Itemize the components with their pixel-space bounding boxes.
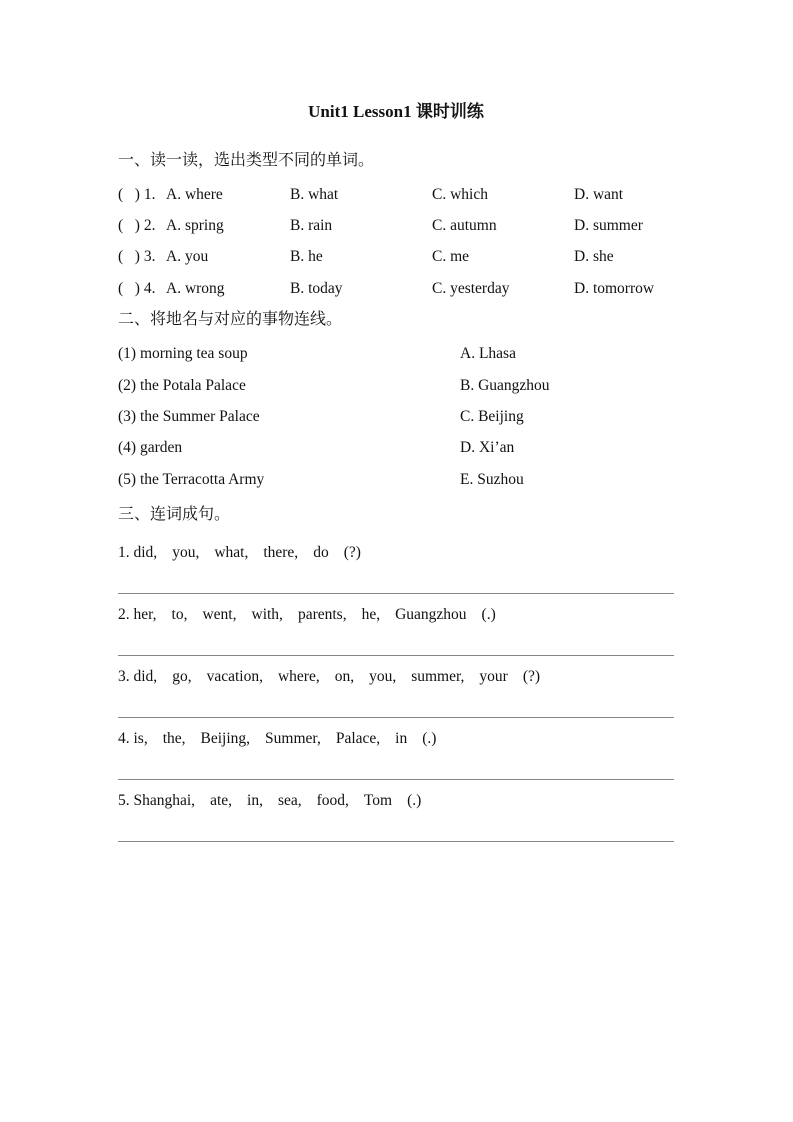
sentence-row-2 [118,604,674,626]
match-left: (3) the Summer Palace [118,408,260,426]
match-row-3 [118,401,674,432]
match-row-1 [118,339,674,370]
sentence-word: 4. is, [118,729,148,747]
matching-list [118,339,674,496]
sentence-word: summer, [411,667,465,685]
sentence-word: the, [162,729,186,747]
match-row-2 [118,370,674,401]
match-row-5 [118,464,674,495]
option-a: A. you [166,248,209,266]
answer-line-2 [118,655,674,656]
sentence-word: (.) [481,605,496,623]
sentence-word: where, [277,667,320,685]
option-a: A. where [166,185,223,203]
page-title: Unit1 Lesson1 课时训练 [308,102,484,121]
option-d: D. she [574,248,614,266]
sentence-word: went, [202,605,237,623]
option-b: B. what [290,185,339,203]
answer-line-1 [118,593,674,594]
sentence-word: vacation, [206,667,263,685]
sentence-word: you, [172,543,200,561]
sentence-word: parents, [297,605,347,623]
sentence-row-1 [118,542,674,564]
sentence-word: your [479,667,508,685]
match-row-4 [118,433,674,464]
match-right: A. Lhasa [460,345,516,363]
answer-blank: ( ) 4. [118,279,156,297]
sentence-word: Beijing, [200,729,251,747]
sentence-word: Palace, [335,729,381,747]
sentence-word: to, [171,605,188,623]
sentence-word: food, [316,791,349,809]
sentence-word: (?) [522,667,541,685]
sentence-word: ate, [210,791,233,809]
section-two-heading: 二、将地名与对应的事物连线。 [118,310,343,328]
sentence-word: Tom [363,791,393,809]
option-d: D. want [574,185,624,203]
match-right: D. Xi’an [460,439,515,457]
sentence-word: (?) [343,543,361,561]
worksheet-content [118,0,674,842]
section-one-heading: 一、读一读，选出类型不同的单词。 [118,152,375,169]
sentence-word: do [313,543,329,561]
sentence-word: on, [334,667,355,685]
match-left: (1) morning tea soup [118,345,248,363]
sentence-word: 3. did, [118,667,158,685]
answer-blank: ( ) 2. [118,217,156,235]
sentence-word: you, [369,667,397,685]
option-a: A. spring [166,217,224,235]
option-d: D. summer [574,217,643,235]
sentence-row-4 [118,728,674,750]
match-left: (2) the Potala Palace [118,376,246,394]
sentence-row-5 [118,790,674,812]
question-row-3 [118,242,674,273]
sentence-row-3 [118,666,674,688]
option-b: B. he [290,248,323,266]
section-three-heading: 三、连词成句。 [118,505,231,523]
question-row-1 [118,179,674,210]
sentence-word: 5. Shanghai, [118,791,196,809]
sentence-word: 1. did, [118,543,158,561]
sentence-word: (.) [407,791,422,809]
word-choice-table [118,179,674,305]
sentence-word: in, [247,791,263,809]
answer-line-4 [118,779,674,780]
option-b: B. rain [290,217,333,235]
sentence-word: (.) [422,729,437,747]
option-c: C. autumn [432,217,497,235]
match-right: C. Beijing [460,408,524,426]
answer-line-3 [118,717,674,718]
match-left: (4) garden [118,439,183,457]
sentence-word: he, [361,605,381,623]
match-right: B. Guangzhou [460,376,550,394]
question-row-4 [118,273,674,304]
option-b: B. today [290,279,343,297]
option-c: C. which [432,185,488,203]
answer-blank: ( ) 3. [118,248,156,266]
sentence-word: Guangzhou [395,605,467,623]
sentence-word: 2. her, [118,605,157,623]
option-c: C. me [432,248,470,266]
answer-blank: ( ) 1. [118,185,156,203]
option-c: C. yesterday [432,279,510,297]
option-d: D. tomorrow [574,279,655,297]
sentence-word: there, [263,543,299,561]
sentence-word: sea, [277,791,302,809]
sentence-word: with, [251,605,283,623]
match-left: (5) the Terracotta Army [118,470,265,488]
sentence-word: Summer, [265,729,321,747]
sentence-word: go, [172,667,192,685]
option-a: A. wrong [166,279,225,297]
sentence-word: what, [214,543,249,561]
sentence-word: in [395,729,408,747]
answer-line-5 [118,841,674,842]
question-row-2 [118,210,674,241]
match-right: E. Suzhou [460,470,524,488]
